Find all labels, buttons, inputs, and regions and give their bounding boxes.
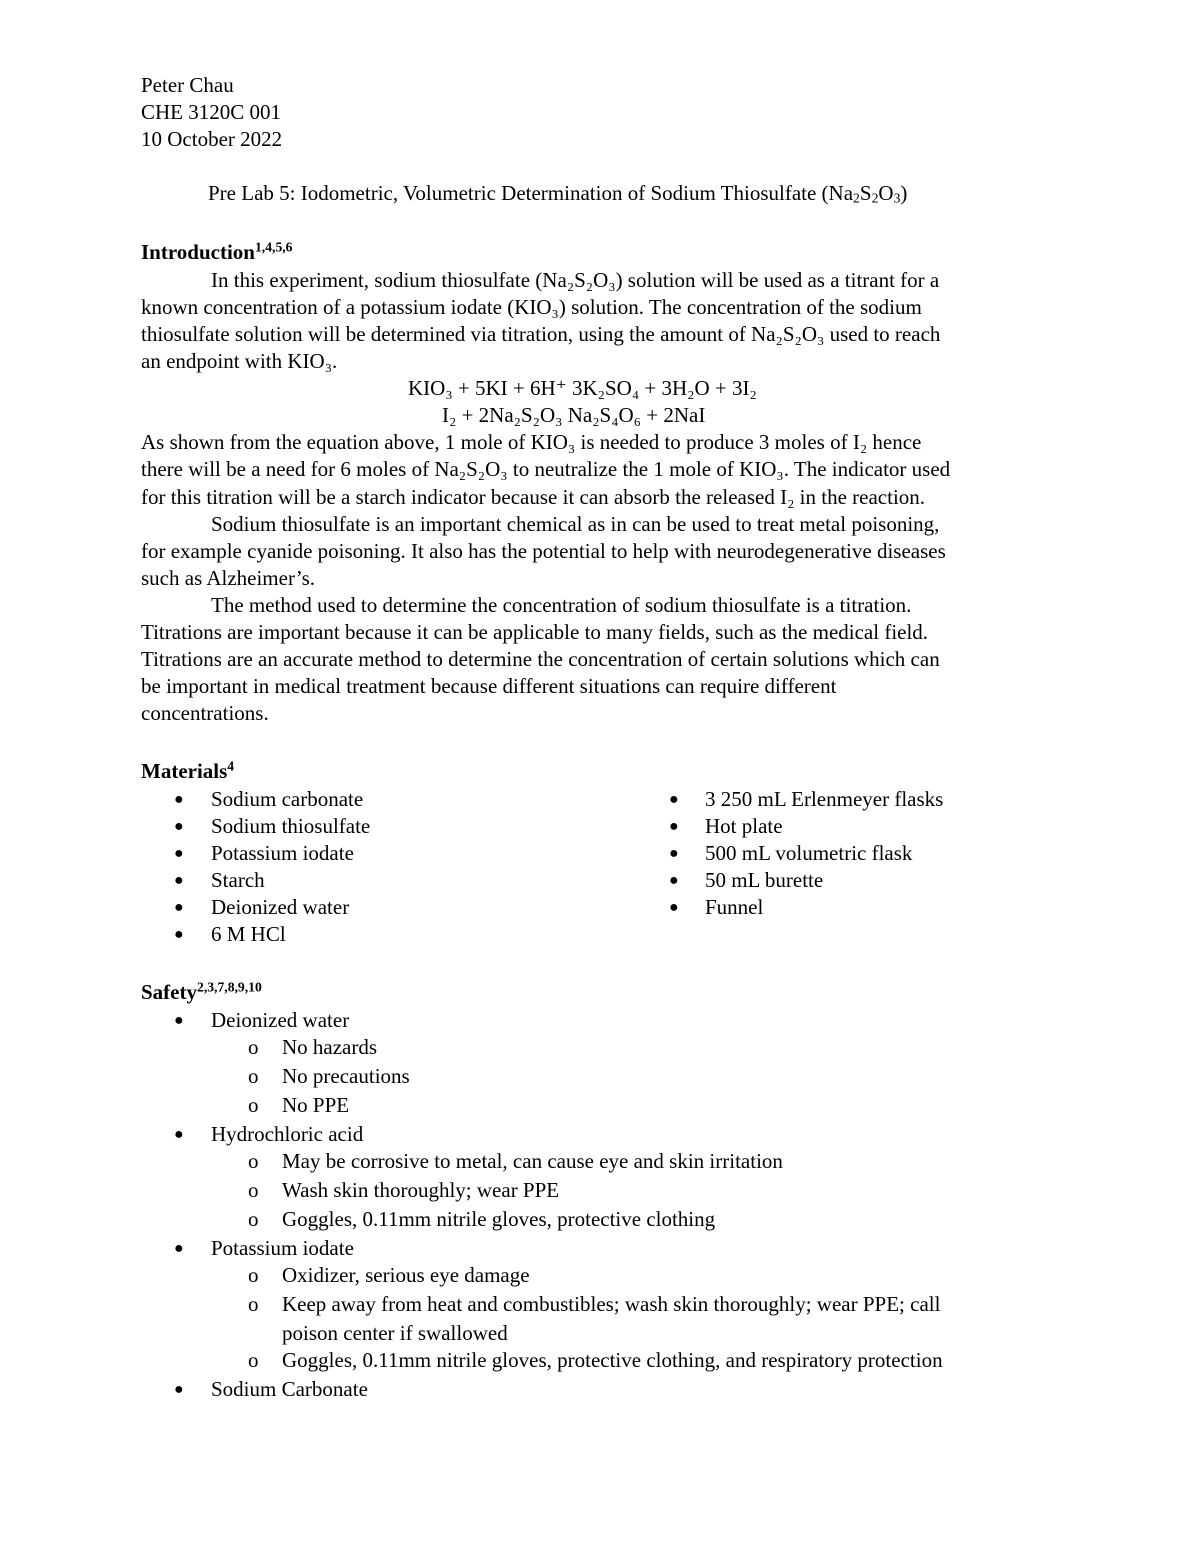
sub-bullet-icon: o: [248, 1178, 259, 1202]
introduction-refs: 1,4,5,6: [254, 239, 293, 255]
material-item: Sodium carbonate: [211, 787, 364, 811]
bullet-icon: ●: [669, 899, 679, 916]
bullet-icon: ●: [174, 899, 184, 916]
document-date: 10 October 2022: [141, 127, 283, 151]
reaction-equation-1: KIO₃ + 5KI + 6H⁺ 3K₂SO₄ + 3H₂O + 3I₂: [408, 376, 757, 400]
safety-item: Potassium iodate: [211, 1236, 354, 1260]
material-item: Funnel: [705, 895, 764, 919]
material-item: Hot plate: [705, 814, 783, 838]
reaction-equation-2: I₂ + 2Na₂S₂O₃ Na₂S₄O₆ + 2NaI: [442, 403, 706, 427]
safety-note: No PPE: [282, 1093, 350, 1117]
bullet-icon: ●: [174, 1012, 184, 1029]
sub-bullet-icon: o: [248, 1064, 259, 1088]
safety-note: Goggles, 0.11mm nitrile gloves, protective clothing: [282, 1207, 716, 1231]
intro-p4-line3: Titrations are an accurate method to determine the concentration of certain solutions which can: [141, 647, 940, 671]
intro-p1-line4: an endpoint with KIO₃.: [141, 349, 338, 373]
material-item: Sodium thiosulfate: [211, 814, 371, 838]
document-title: Pre Lab 5: Iodometric, Volumetric Determination of Sodium Thiosulfate $(Na_2S_2O_3)$: [208, 181, 908, 206]
bullet-icon: ●: [174, 1240, 184, 1257]
bullet-icon: ●: [174, 845, 184, 862]
material-item: Starch: [211, 868, 265, 892]
bullet-icon: ●: [174, 926, 184, 943]
intro-p2-line2: there will be a need for 6 moles of Na₂S₂O₃ to neutralize the 1 mole of KIO₃. The indicator used: [141, 457, 951, 481]
safety-note: Wash skin thoroughly; wear PPE: [282, 1178, 560, 1202]
author-name: Peter Chau: [141, 73, 234, 97]
intro-p3-line3: such as Alzheimer’s.: [141, 566, 315, 590]
sub-bullet-icon: o: [248, 1035, 259, 1059]
material-item: Deionized water: [211, 895, 350, 919]
intro-p4-line2: Titrations are important because it can be applicable to many fields, such as the medical field.: [141, 620, 929, 644]
intro-p3-line2: for example cyanide poisoning. It also has the potential to help with neurodegenerative diseases: [141, 539, 946, 563]
intro-p2-line1: As shown from the equation above, 1 mole of KIO₃ is needed to produce 3 moles of I₂ hence: [141, 430, 922, 454]
safety-note: May be corrosive to metal, can cause eye and skin irritation: [282, 1149, 783, 1173]
materials-heading: Materials$^4$: [141, 758, 235, 783]
material-item: 3 250 mL Erlenmeyer flasks: [705, 787, 944, 811]
safety-note-continued: poison center if swallowed: [282, 1321, 508, 1345]
intro-p2-line3: for this titration will be a starch indicator because it can absorb the released I₂ in the reaction.: [141, 485, 926, 509]
safety-refs: 2,3,7,8,9,10: [197, 979, 262, 995]
safety-note: No hazards: [282, 1035, 378, 1059]
safety-item: Hydrochloric acid: [211, 1122, 364, 1146]
sub-bullet-icon: o: [248, 1348, 259, 1372]
safety-item: Deionized water: [211, 1008, 350, 1032]
intro-p1-line2: known concentration of a potassium iodate (KIO₃) solution. The concentration of the sodium: [141, 295, 922, 319]
intro-p3-line1: Sodium thiosulfate is an important chemical as in can be used to treat metal poisoning,: [211, 512, 940, 536]
intro-p4-line1: The method used to determine the concentration of sodium thiosulfate is a titration.: [211, 593, 912, 617]
materials-refs: 4: [227, 758, 235, 774]
safety-note: Goggles, 0.11mm nitrile gloves, protective clothing, and respiratory protection: [282, 1348, 943, 1372]
bullet-icon: ●: [174, 1381, 184, 1398]
material-item: 500 mL volumetric flask: [705, 841, 913, 865]
intro-p1-line3: thiosulfate solution will be determined via titration, using the amount of Na₂S₂O₃ used to reach: [141, 322, 941, 346]
intro-p1-line1: In this experiment, sodium thiosulfate (Na₂S₂O₃) solution will be used as a titrant for a: [211, 268, 940, 292]
course-code: CHE 3120C 001: [141, 100, 282, 124]
material-item: 6 M HCl: [211, 922, 286, 946]
introduction-heading: Introduction$^{1,4,5,6}$: [141, 239, 293, 264]
bullet-icon: ●: [174, 872, 184, 889]
intro-p4-line4: be important in medical treatment because different situations can require different: [141, 674, 837, 698]
safety-note: No precautions: [282, 1064, 410, 1088]
intro-p4-line5: concentrations.: [141, 701, 269, 725]
sub-bullet-icon: o: [248, 1149, 259, 1173]
bullet-icon: ●: [669, 845, 679, 862]
material-item: 50 mL burette: [705, 868, 824, 892]
bullet-icon: ●: [174, 1126, 184, 1143]
bullet-icon: ●: [669, 791, 679, 808]
bullet-icon: ●: [669, 818, 679, 835]
safety-note: Keep away from heat and combustibles; wash skin thoroughly; wear PPE; call: [282, 1292, 941, 1316]
material-item: Potassium iodate: [211, 841, 354, 865]
sub-bullet-icon: o: [248, 1263, 259, 1287]
sub-bullet-icon: o: [248, 1292, 259, 1316]
sub-bullet-icon: o: [248, 1207, 259, 1231]
bullet-icon: ●: [174, 791, 184, 808]
bullet-icon: ●: [669, 872, 679, 889]
sub-bullet-icon: o: [248, 1093, 259, 1117]
safety-note: Oxidizer, serious eye damage: [282, 1263, 530, 1287]
safety-item: Sodium Carbonate: [211, 1377, 368, 1401]
safety-heading: Safety$^{2,3,7,8,9,10}$: [141, 979, 262, 1004]
bullet-icon: ●: [174, 818, 184, 835]
